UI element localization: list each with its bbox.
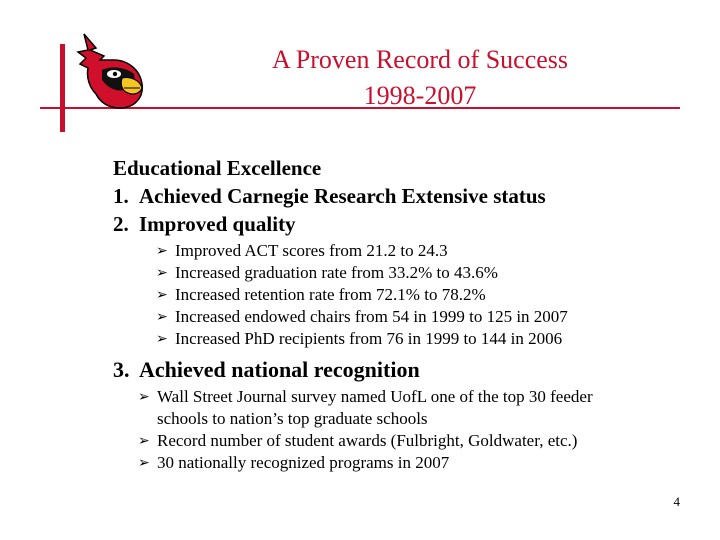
bullet-text: Increased endowed chairs from 54 in 1999 to 125 in 2007 xyxy=(175,307,568,326)
quality-bullet-list xyxy=(156,240,703,350)
list-item-3 xyxy=(113,356,703,384)
item-text: Achieved Carnegie Research Extensive status xyxy=(139,184,546,208)
list-item xyxy=(156,328,703,350)
bullet-text: Record number of student awards (Fulbright, Goldwater, etc.) xyxy=(157,431,578,450)
bullet-text: Increased PhD recipients from 76 in 1999 to 144 in 2006 xyxy=(175,329,563,348)
list-item-2 xyxy=(113,210,703,238)
item-text: Improved quality xyxy=(139,212,296,236)
bullet-text: Wall Street Journal survey named UofL one of the top 30 feeder schools to nation’s top graduate schools xyxy=(157,387,593,428)
list-item xyxy=(156,240,703,262)
arrow-bullet-icon: ➢ xyxy=(138,433,150,449)
bullet-text: Increased graduation rate from 33.2% to 43.6% xyxy=(175,263,498,282)
item-number: 3. xyxy=(113,357,130,382)
arrow-bullet-icon: ➢ xyxy=(156,243,168,259)
section-heading: Educational Excellence xyxy=(113,156,322,180)
list-item xyxy=(138,430,618,452)
arrow-bullet-icon: ➢ xyxy=(156,287,168,303)
page-number: 4 xyxy=(673,494,680,509)
bullet-text: 30 nationally recognized programs in 2007 xyxy=(157,453,450,472)
slide-content xyxy=(113,154,703,474)
cardinal-logo-icon xyxy=(74,30,148,112)
arrow-bullet-icon: ➢ xyxy=(138,389,150,405)
item-number: 1. xyxy=(113,184,129,208)
arrow-bullet-icon: ➢ xyxy=(156,331,168,347)
arrow-bullet-icon: ➢ xyxy=(138,455,150,471)
red-vertical-rule xyxy=(60,44,65,132)
title-line-2: 1998-2007 xyxy=(363,81,477,110)
list-item xyxy=(156,306,703,328)
bullet-text: Improved ACT scores from 21.2 to 24.3 xyxy=(175,241,448,260)
slide-title xyxy=(170,42,670,114)
list-item xyxy=(138,386,618,430)
bullet-text: Increased retention rate from 72.1% to 78.2% xyxy=(175,285,486,304)
item-text: Achieved national recognition xyxy=(139,357,420,382)
list-item xyxy=(138,452,618,474)
title-line-1: A Proven Record of Success xyxy=(271,45,569,74)
item-number: 2. xyxy=(113,212,129,236)
arrow-bullet-icon: ➢ xyxy=(156,309,168,325)
arrow-bullet-icon: ➢ xyxy=(156,265,168,281)
list-item xyxy=(156,284,703,306)
recognition-bullet-list xyxy=(138,386,618,474)
list-item-1 xyxy=(113,182,703,210)
list-item xyxy=(156,262,703,284)
